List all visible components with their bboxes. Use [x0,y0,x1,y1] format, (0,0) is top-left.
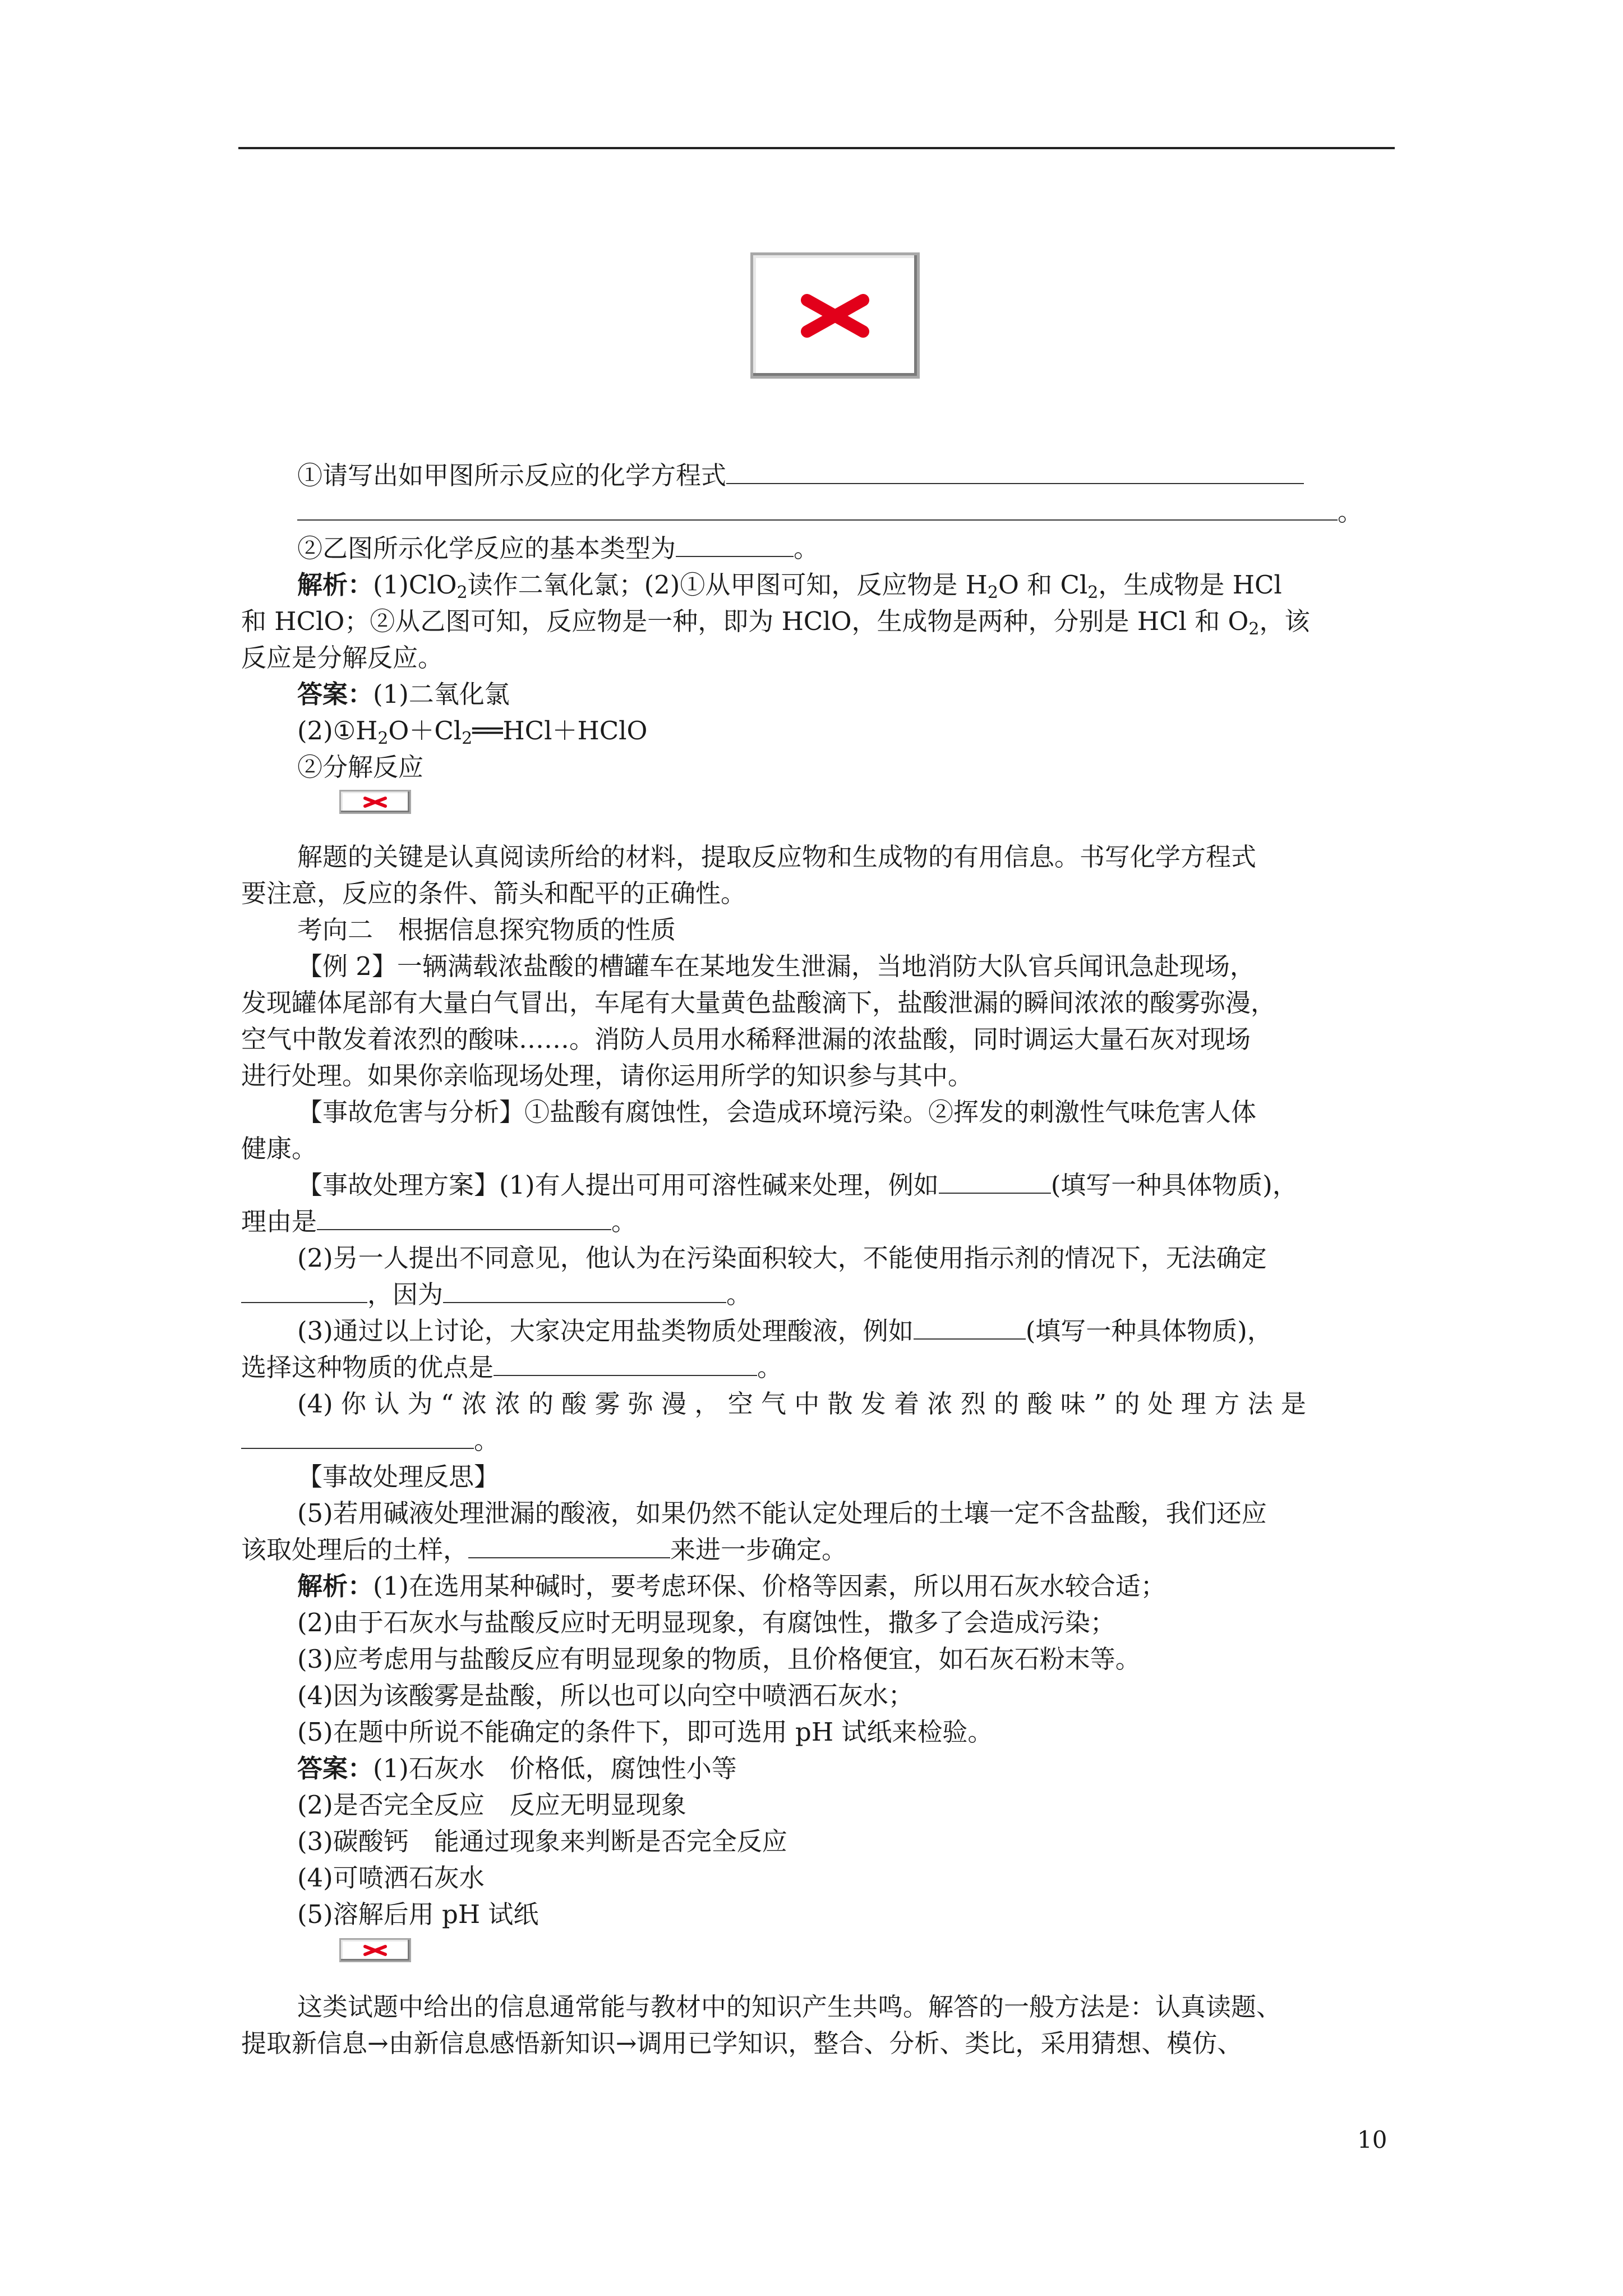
question-line-2: 。 [241,494,1396,531]
answer-blank [297,495,1338,521]
tip-line-2: 提取新信息→由新信息感悟新知识→调用已学知识，整合、分析、类比，采用猜想、模仿、 [241,2028,1243,2058]
answer-line: (2)是否完全反应 反应无明显现象 [297,1790,686,1820]
answer-blank [241,1277,367,1303]
example-line: 进行处理。如果你亲临现场处理，请你运用所学的知识参与其中。 [241,1061,974,1091]
broken-image-icon [339,1938,411,1962]
header-rule [238,147,1395,149]
example-line: (3)通过以上讨论，大家决定用盐类物质处理酸液，例如 (填写一种具体物质)， [297,1313,1453,1350]
answer-line: (3)碳酸钙 能通过现象来判断是否完全反应 [297,1826,787,1856]
analysis-line-1: 解析：(1)ClO$_2$读作二氧化氯；(2)①从甲图可知，反应物是 $H_2O$ 和 $Cl_2$，生成物是 HCl [297,570,1282,602]
red-x-icon [358,795,392,809]
analysis-line: (3)应考虑用与盐酸反应有明显现象的物质，且价格便宜，如石灰石粉末等。 [297,1644,1141,1674]
page-number: 10 [1357,2126,1387,2154]
broken-image-icon [750,252,920,379]
answer-line: 答案：(1)石灰水 价格低，腐蚀性小等 [297,1754,737,1783]
red-x-icon [358,1944,392,1957]
answer-blank [676,531,794,557]
answer-line-1: 答案：(1)二氧化氯 [297,679,510,709]
example-line: (5)若用碱液处理泄漏的酸液，如果仍然不能认定处理后的土壤一定不含盐酸，我们还应 [297,1498,1267,1528]
analysis-line: (5)在题中所说不能确定的条件下，即可选用 pH 试纸来检验。 [297,1717,993,1747]
broken-image-icon [339,790,411,814]
example-line: 【事故危害与分析】①盐酸有腐蚀性，会造成环境污染。②挥发的刺激性气味危害人体 [297,1097,1257,1127]
example-line: 空气中散发着浓烈的酸味……。消防人员用水稀释泄漏的浓盐酸，同时调运大量石灰对现场 [241,1024,1251,1054]
analysis-line: 解析：(1)在选用某种碱时，要考虑环保、价格等因素，所以用石灰水较合适； [297,1571,1166,1601]
answer-blank [494,1350,757,1376]
example-line: (4) 你 认 为 “ 浓 浓 的 酸 雾 弥 漫 ， 空 气 中 散 发 着 浓 烈 的 酸 味 ” 的 处 理 方 法 是 [297,1389,1306,1419]
example-line: 【事故处理方案】(1)有人提出可用可溶性碱来处理，例如 (填写一种具体物质)， [297,1167,1453,1204]
example-line: 健康。 [241,1134,317,1163]
answer-blank [726,458,1304,484]
example-line: 理由是 。 [241,1203,1396,1240]
example-line: ，因为 。 [241,1276,1396,1313]
example-line: 该取处理后的土样， 来进一步确定。 [241,1531,1396,1568]
answer-blank [468,1533,670,1558]
answer-blank [914,1314,1026,1340]
analysis-line: (2)由于石灰水与盐酸反应时无明显现象，有腐蚀性，撒多了会造成污染； [297,1608,1115,1637]
red-x-icon [793,288,877,344]
tip-line-1: 解题的关键是认真阅读所给的材料，提取反应物和生成物的有用信息。书写化学方程式 [297,842,1257,872]
example-line: 【事故处理反思】 [297,1462,500,1492]
example-line: 选择这种物质的优点是 。 [241,1349,1396,1386]
answer-blank [939,1168,1051,1194]
question-line-3: ②乙图所示化学反应的基本类型为 。 [297,530,1453,567]
tip-line-1: 这类试题中给出的信息通常能与教材中的知识产生共鸣。解答的一般方法是：认真读题、 [297,1992,1282,2022]
tip-line-2: 要注意，反应的条件、箭头和配平的正确性。 [241,878,746,908]
answer-line: (4)可喷洒石灰水 [297,1863,485,1893]
answer-line-2: $(2)①H_2O+Cl_2══HCl+HClO$ [297,716,648,748]
analysis-line-2: 和 HClO；②从乙图可知，反应物是一种，即为 HClO，生成物是两种，分别是 HCl 和 $O_2$，该 [241,606,1310,639]
answer-blank [443,1277,726,1303]
example-line: 发现罐体尾部有大量白气冒出，车尾有大量黄色盐酸滴下，盐酸泄漏的瞬间浓浓的酸雾弥漫， [241,988,1276,1018]
answer-line-3: ②分解反应 [297,752,424,782]
example-line: (2)另一人提出不同意见，他认为在污染面积较大，不能使用指示剂的情况下，无法确定 [297,1243,1267,1273]
answer-line: (5)溶解后用 pH 试纸 [297,1899,539,1929]
example-line: 。 [241,1422,1396,1459]
analysis-line-3: 反应是分解反应。 [241,643,444,673]
question-line-1: ①请写出如甲图所示反应的化学方程式 [297,457,1453,494]
example-line: 【例 2】一辆满载浓盐酸的槽罐车在某地发生泄漏，当地消防大队官兵闻讯急赴现场， [297,951,1255,981]
analysis-line: (4)因为该酸雾是盐酸，所以也可以向空中喷洒石灰水； [297,1681,914,1710]
section-title: 考向二 根据信息探究物质的性质 [297,915,676,945]
answer-blank [241,1423,474,1449]
answer-blank [317,1204,611,1230]
